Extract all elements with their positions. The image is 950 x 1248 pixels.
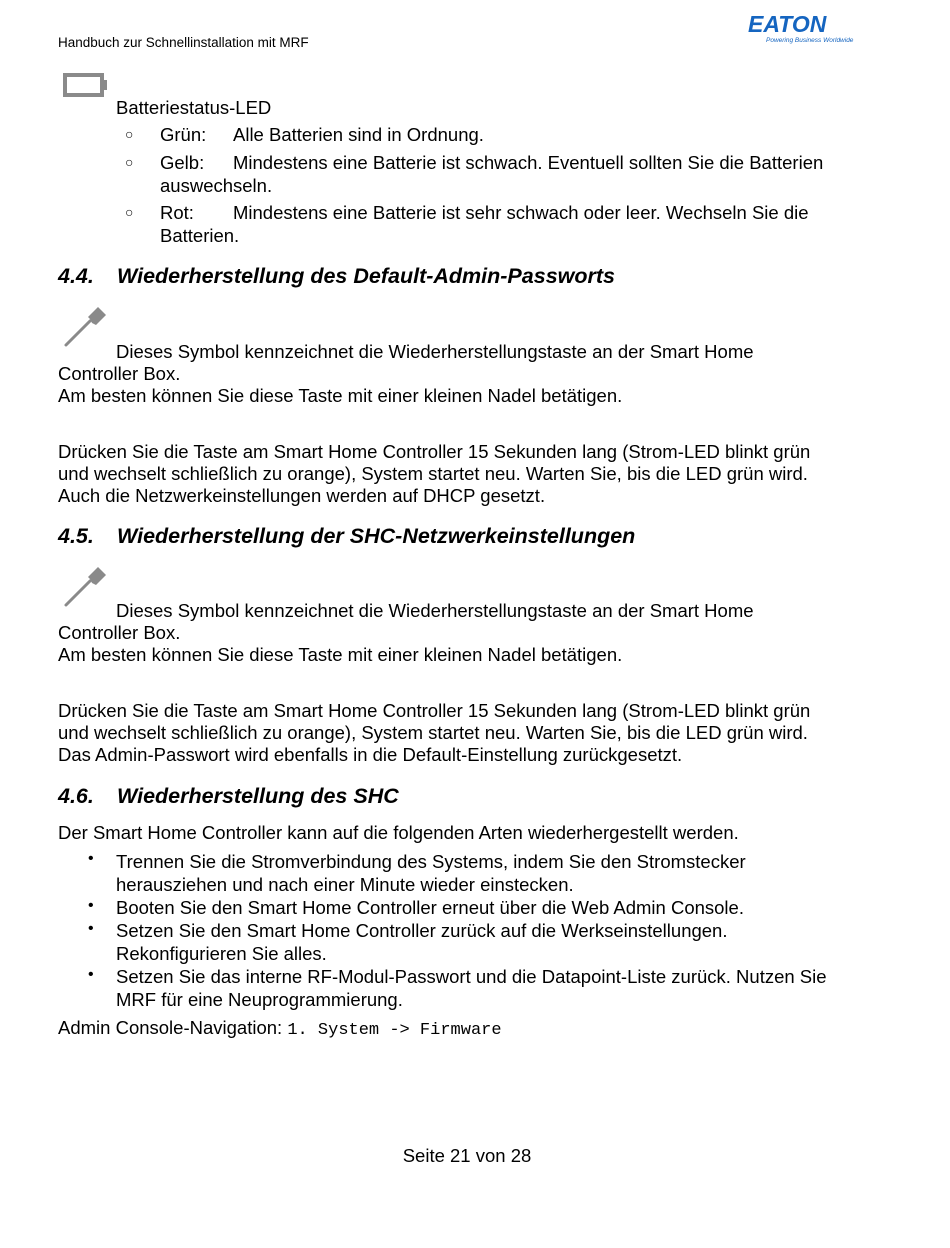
page-number: Seite 21 von 28 bbox=[402, 1145, 532, 1166]
section-title: Wiederherstellung des SHC bbox=[117, 784, 399, 808]
paragraph-line: und wechselt schließlich zu orange), System startet neu. Warten Sie, bis die LED grün wird. bbox=[58, 463, 808, 484]
logo-wordmark: EATON bbox=[748, 11, 827, 37]
bullet-dot: • bbox=[88, 920, 94, 937]
bullet-item: Setzen Sie den Smart Home Controller zurück auf die Werkseinstellungen. bbox=[116, 920, 728, 941]
paragraph-line: und wechselt schließlich zu orange), System startet neu. Warten Sie, bis die LED grün wird. bbox=[58, 722, 808, 743]
logo-tagline: Powering Business Worldwide bbox=[766, 37, 854, 44]
bullet-item: Setzen Sie das interne RF-Modul-Passwort und die Datapoint-Liste zurück. Nutzen Sie bbox=[116, 966, 827, 987]
circle-bullet: ○ bbox=[125, 204, 134, 220]
bullet-item-cont: herausziehen und nach einer Minute wieder einstecken. bbox=[116, 874, 574, 895]
battery-item-text-cont: auswechseln. bbox=[160, 175, 273, 196]
paragraph-line: Das Admin-Passwort wird ebenfalls in die Default-Einstellung zurückgesetzt. bbox=[58, 744, 683, 765]
battery-item-text: Mindestens eine Batterie ist schwach. Eventuell sollten Sie die Batterien bbox=[233, 152, 824, 173]
admin-nav-label: Admin Console-Navigation: bbox=[58, 1017, 283, 1038]
pin-tool-icon bbox=[62, 565, 108, 609]
symbol-description: Dieses Symbol kennzeichnet die Wiederherstellungstaste an der Smart Home bbox=[116, 600, 754, 621]
battery-item-text-cont: Batterien. bbox=[160, 225, 240, 246]
section-number: 4.5. bbox=[58, 524, 94, 548]
bullet-dot: • bbox=[88, 966, 94, 983]
symbol-description-cont: Controller Box. bbox=[58, 622, 181, 643]
circle-bullet: ○ bbox=[125, 126, 134, 142]
bullet-dot: • bbox=[88, 850, 94, 867]
symbol-hint: Am besten können Sie diese Taste mit einer kleinen Nadel betätigen. bbox=[58, 644, 623, 665]
symbol-hint: Am besten können Sie diese Taste mit einer kleinen Nadel betätigen. bbox=[58, 385, 623, 406]
section-intro: Der Smart Home Controller kann auf die folgenden Arten wiederhergestellt werden. bbox=[58, 822, 739, 843]
symbol-description-cont: Controller Box. bbox=[58, 363, 181, 384]
pin-tool-icon bbox=[62, 305, 108, 349]
bullet-item-cont: MRF für eine Neuprogrammierung. bbox=[116, 989, 403, 1010]
section-number: 4.6. bbox=[58, 784, 94, 808]
admin-nav-line bbox=[58, 1016, 502, 1042]
battery-item-text: Mindestens eine Batterie ist sehr schwach oder leer. Wechseln Sie die bbox=[233, 202, 809, 223]
bullet-item: Trennen Sie die Stromverbindung des Systems, indem Sie den Stromstecker bbox=[116, 851, 746, 872]
paragraph-line: Drücken Sie die Taste am Smart Home Controller 15 Sekunden lang (Strom-LED blinkt grün bbox=[58, 441, 811, 462]
battery-item-text: Alle Batterien sind in Ordnung. bbox=[233, 124, 484, 145]
battery-icon bbox=[63, 72, 109, 98]
document-header-title: Handbuch zur Schnellinstallation mit MRF bbox=[58, 35, 309, 50]
section-heading bbox=[58, 524, 635, 549]
section-number: 4.4. bbox=[58, 264, 94, 288]
bullet-item-cont: Rekonfigurieren Sie alles. bbox=[116, 943, 327, 964]
paragraph-line: Drücken Sie die Taste am Smart Home Controller 15 Sekunden lang (Strom-LED blinkt grün bbox=[58, 700, 811, 721]
admin-nav-path: 1. System -> Firmware bbox=[287, 1021, 502, 1040]
paragraph-line: Auch die Netzwerkeinstellungen werden auf DHCP gesetzt. bbox=[58, 485, 546, 506]
symbol-description: Dieses Symbol kennzeichnet die Wiederherstellungstaste an der Smart Home bbox=[116, 341, 754, 362]
circle-bullet: ○ bbox=[125, 154, 134, 170]
bullet-item: Booten Sie den Smart Home Controller erneut über die Web Admin Console. bbox=[116, 897, 744, 918]
section-title: Wiederherstellung der SHC-Netzwerkeinstellungen bbox=[117, 524, 636, 548]
bullet-dot: • bbox=[88, 897, 94, 914]
section-heading bbox=[58, 784, 399, 809]
battery-status-label: Batteriestatus-LED bbox=[116, 97, 272, 118]
battery-item-key: Rot: bbox=[160, 202, 194, 223]
battery-item-key: Grün: bbox=[160, 124, 207, 145]
section-title: Wiederherstellung des Default-Admin-Passworts bbox=[117, 264, 615, 288]
eaton-logo bbox=[748, 11, 852, 47]
battery-item-key: Gelb: bbox=[160, 152, 205, 173]
section-heading bbox=[58, 264, 615, 289]
